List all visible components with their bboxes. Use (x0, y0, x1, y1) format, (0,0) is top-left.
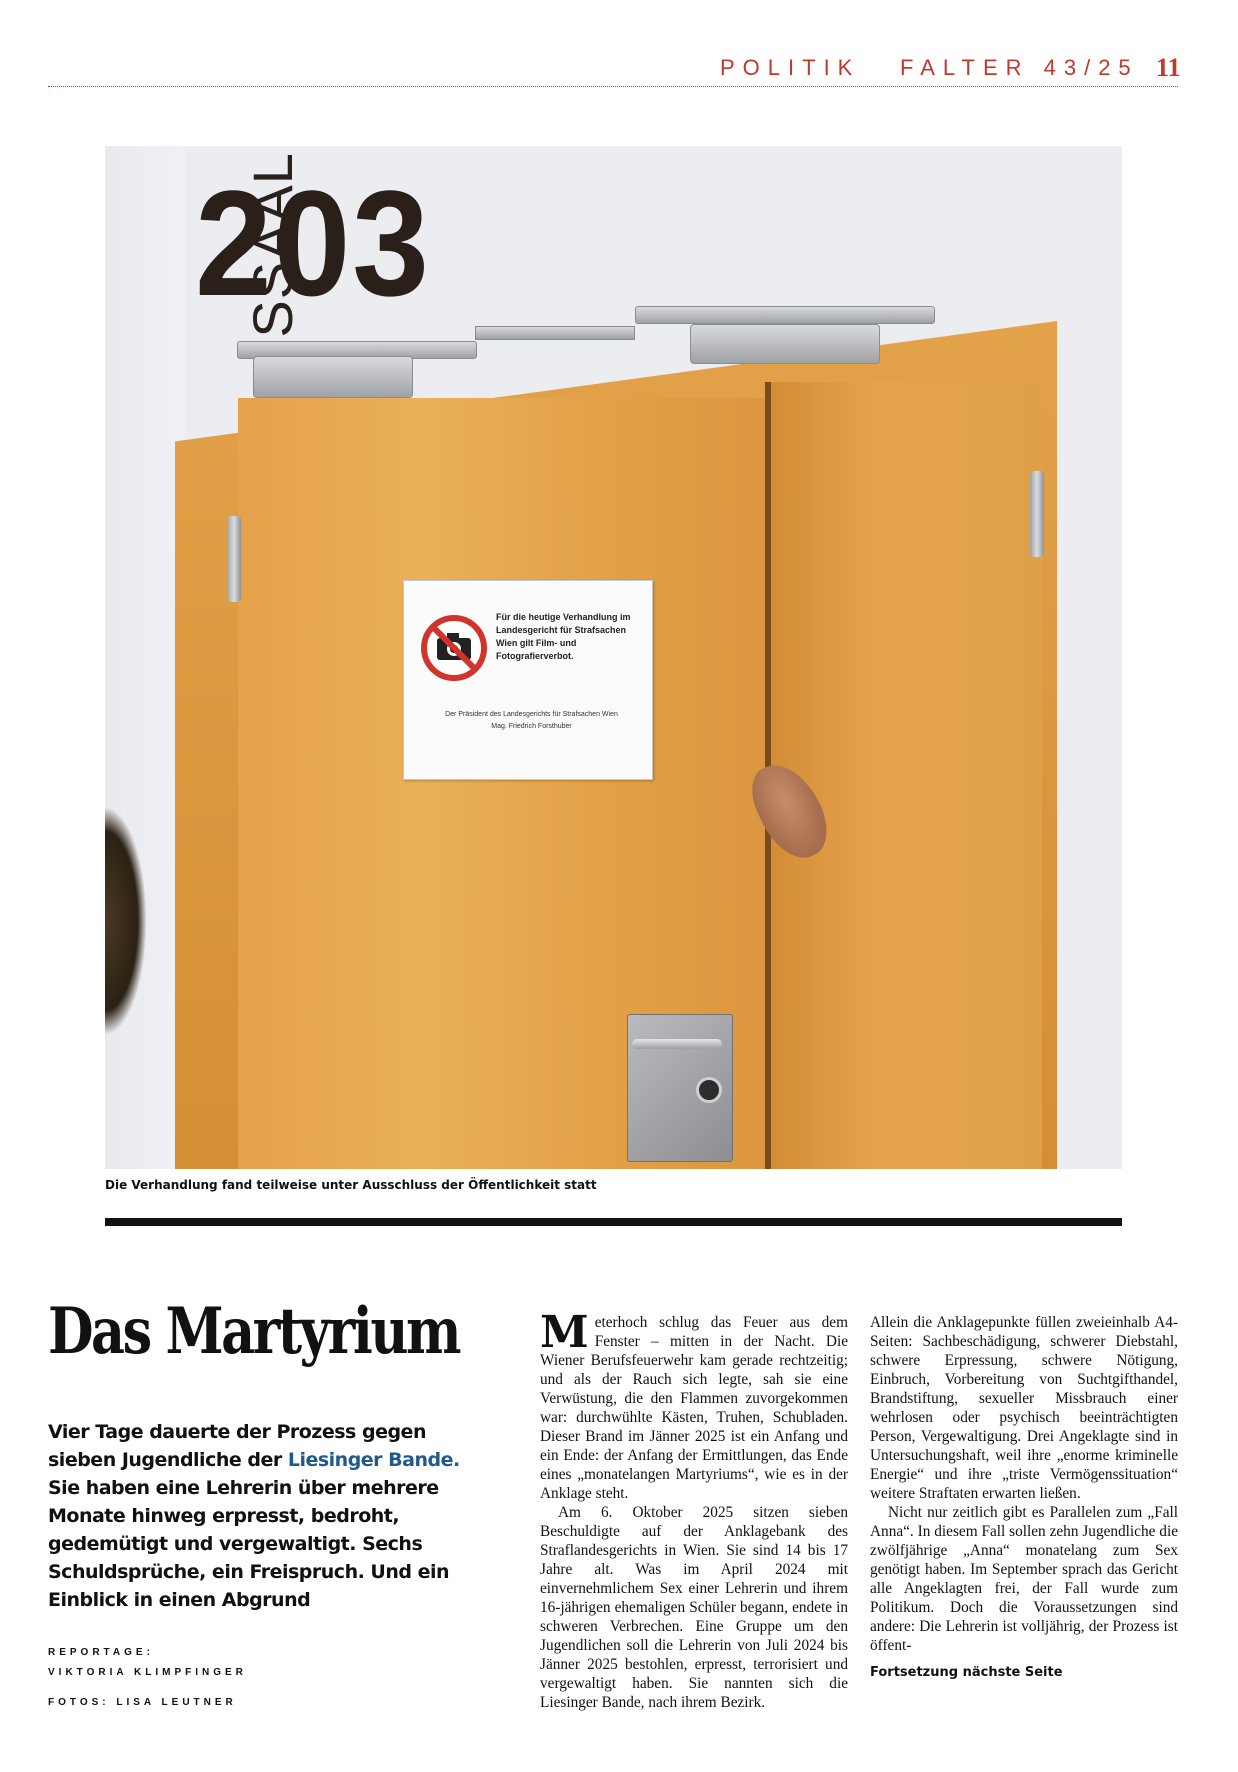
credit-label: REPORTAGE: (48, 1647, 154, 1658)
no-camera-icon (419, 613, 489, 683)
door-closer-bar (475, 326, 635, 340)
door-handle (632, 1039, 722, 1049)
photo-person-edge (105, 806, 147, 1036)
hinge-right (1030, 471, 1044, 557)
issue-label: FALTER 43/25 (900, 55, 1139, 80)
room-number: 203 (195, 159, 431, 327)
drop-cap: M (540, 1307, 589, 1358)
hinge-left (227, 516, 241, 602)
running-head (0, 55, 1238, 85)
door-handle-plate (627, 1014, 733, 1162)
sign-footer-line1: Der Präsident des Landesgerichts für Strafsachen Wien (445, 711, 618, 718)
paragraph: Nicht nur zeitlich gibt es Parallelen zum „Fall Anna“. In diesem Fall sollen zehn Jugendliche die zwölfjährige „Anna“ monatelang zum Sex genötigt haben. Im September sprach das Gericht alle Angeklagten frei, der Fall wurde zum Politikum. Doch die Voraussetzungen sind andere: Die Lehrerin ist volljährig, der Prozess ist öffent- (870, 1504, 1178, 1654)
door-closer-arm-right (635, 306, 935, 324)
door-closer-right (690, 324, 880, 364)
door-closer-left (253, 356, 413, 398)
paragraph: Allein die Anklagepunkte füllen zweieinhalb A4-Seiten: Sachbeschädigung, schwerer Diebstahl, schwere Erpressung, schwere Nötigung, Einbruch, Vorbereitung von Suchtgifthandel, Brandstiftung, sexueller Missbrauch einer wehrlosen oder psychisch beeinträchtigten Person, Vergewaltigung. Drei Angeklagte sind in Untersuchungshaft, weil ihre „enorme kriminelle Energie“ und ihre „triste Vermögenssituation“ weitere Straftaten erwarten ließen. (870, 1314, 1178, 1502)
sign-footer (424, 709, 639, 733)
credit-author: VIKTORIA KLIMPFINGER (48, 1667, 247, 1678)
teaser (48, 1418, 488, 1614)
body-column-1 (540, 1307, 848, 1712)
credit-photos: FOTOS: LISA LEUTNER (48, 1697, 237, 1708)
door-right (769, 382, 1042, 1169)
photo-caption: Die Verhandlung fand teilweise unter Ausschluss der Öffentlichkeit statt (105, 1178, 597, 1192)
sign-footer-line2: Mag. Friedrich Forsthuber (491, 722, 572, 730)
teaser-text-1: Vier Tage dauerte der Prozess gegen sieben Jugendliche der (48, 1421, 426, 1471)
body-column-2 (870, 1313, 1178, 1682)
page-number: 11 (1156, 53, 1181, 82)
header-divider (48, 86, 1178, 87)
sign-text: Für die heutige Verhandlung im Landesgericht für Strafsachen Wien gilt Film- und Fotografierverbot. (496, 612, 631, 662)
paragraph (540, 1307, 848, 1503)
section-divider (105, 1218, 1122, 1226)
headline: Das Martyrium (48, 1294, 460, 1369)
paragraph-text: eterhoch schlug das Feuer aus dem Fenster – mitten in der Nacht. Die Wiener Berufsfeuerwehr kam gerade rechtzeitig; und als der Rauch sich legte, sah sie eine Verwüstung, die den Flammen zuvorgekommen war: durchwühlte Kästen, Truhen, Schubladen. Dieser Brand im Jänner 2025 ist ein Anfang und ein Ende: der Anfang der Ermittlungen, das Ende eines „monatelangen Martyriums“, wie es in der Anklage steht. (540, 1314, 848, 1502)
teaser-text-2: Sie haben eine Lehrerin über mehrere Monate hinweg erpresst, bedroht, gedemütigt und vergewaltigt. Sechs Schuldsprüche, ein Freispruch. Und ein Einblick in einen Abgrund (48, 1477, 450, 1611)
section-label: POLITIK (720, 55, 861, 80)
teaser-link[interactable]: Liesinger Bande. (287, 1449, 460, 1471)
continuation-note[interactable]: Fortsetzung nächste Seite (870, 1665, 1063, 1680)
paragraph: Am 6. Oktober 2025 sitzen sieben Beschuldigte auf der Anklagebank des Straflandesgerichts in Wien. Sie sind 14 bis 17 Jahre alt. Was im April 2024 mit einvernehmlichem Sex einer Lehrerin und ihrem 16-jährigen ehemaligen Schüler begann, endete in schweren Verbrechen. Eine Gruppe um den Jugendlichen soll die Lehrerin von Juli 2024 bis Jänner 2025 bestohlen, erpresst, terrorisiert und vergewaltigt haben. Sie nannten sich die Liesinger Bande, nach ihrem Bezirk. (540, 1504, 848, 1711)
article-photo (105, 146, 1122, 1169)
no-photo-sign (403, 580, 653, 780)
keyhole (696, 1077, 722, 1103)
